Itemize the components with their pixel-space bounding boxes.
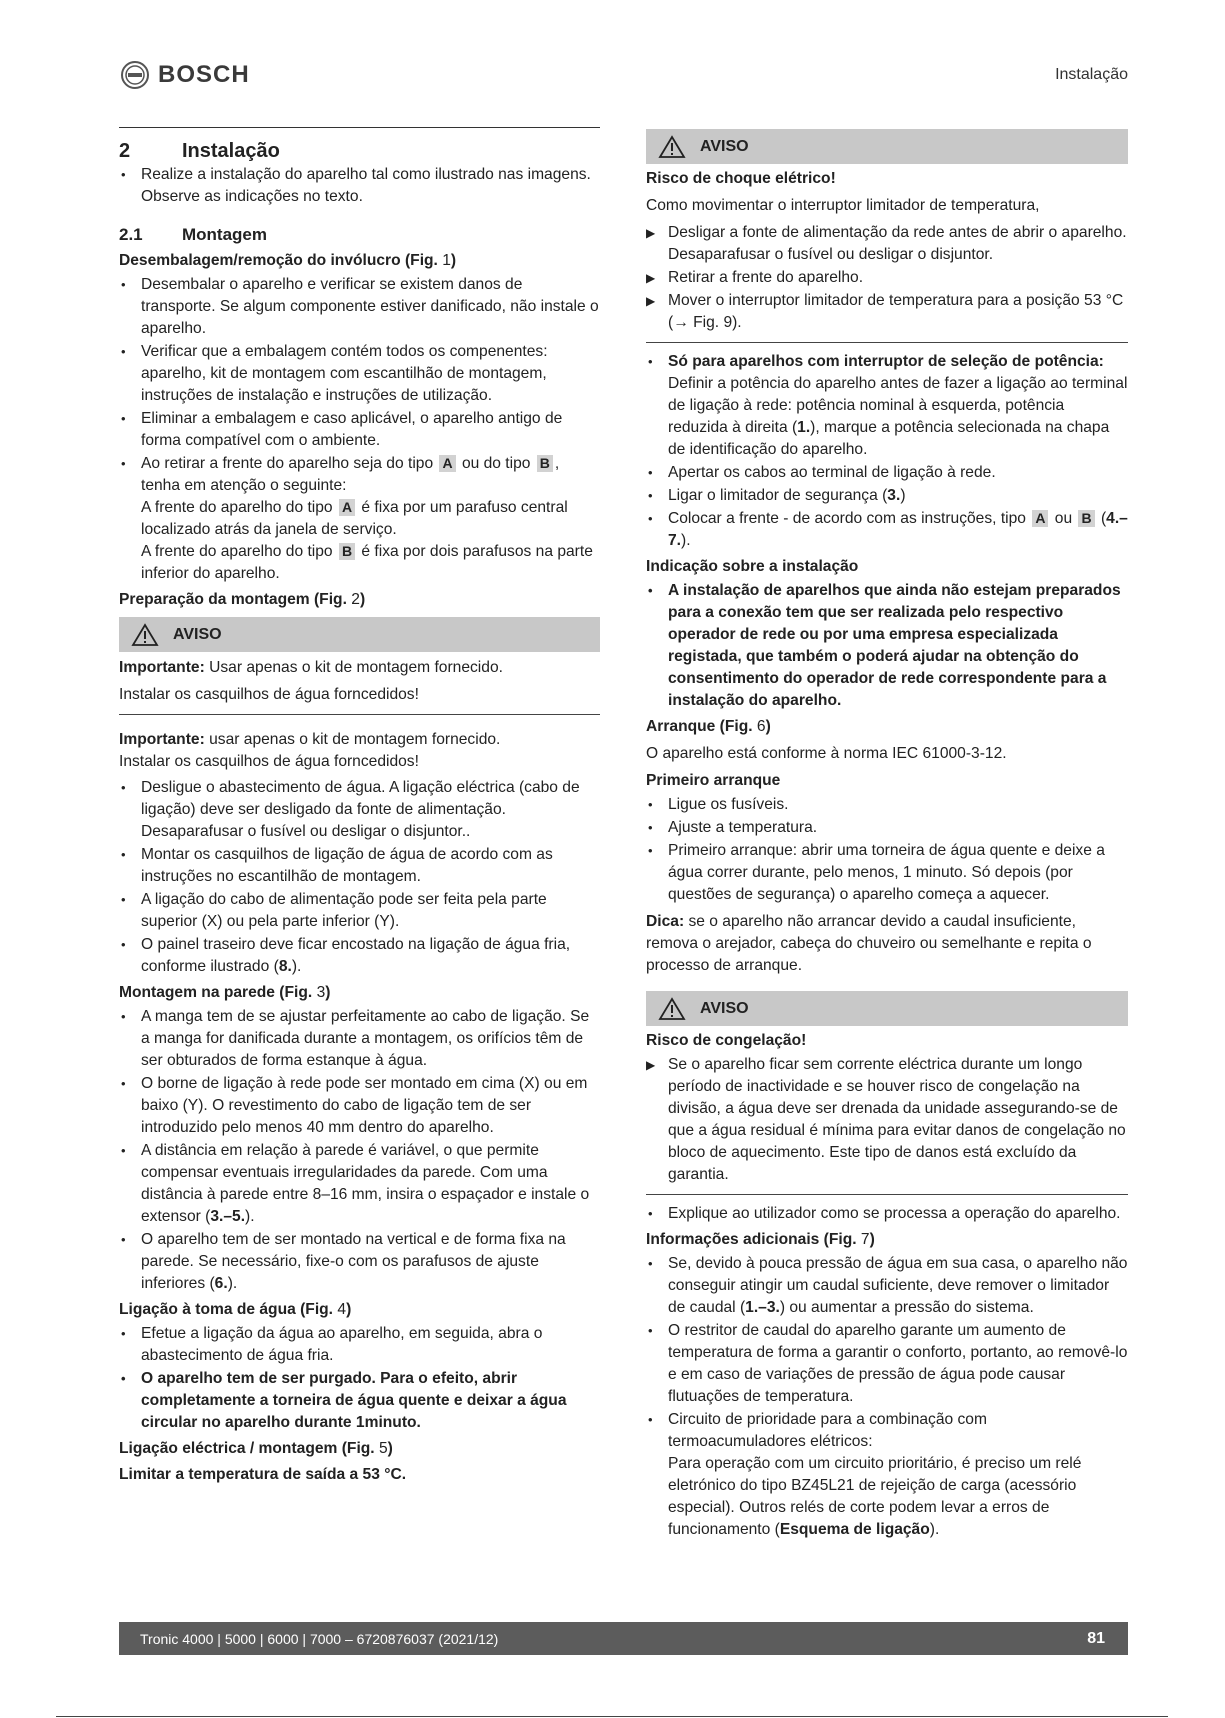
bottom-rule <box>56 1716 1168 1717</box>
frost-heading: Risco de congelação! <box>646 1032 807 1049</box>
type-a-label: A <box>1032 510 1048 527</box>
type-b-label: B <box>1078 510 1094 527</box>
chapter-heading <box>119 140 600 162</box>
section-label: Instalação <box>1055 66 1128 83</box>
divider <box>646 342 1128 343</box>
action-step: ▶ Se o aparelho ficar sem corrente eléctrica durante um longo período de inactividade e se houver risco de congelação na divisão, a água deve ser drenada da unidade assegurando-se de que a água residual é mínima para evitar danos de congelação no bloco de aquecimento. Este tipo de danos está excluído da garantia. <box>646 1054 1128 1186</box>
list-item: • Explique ao utilizador como se processa a operação do aparelho. <box>646 1203 1128 1225</box>
list-item: • Montar os casquilhos de ligação de água de acordo com as instruções no escantilhão de montagem. <box>119 844 600 888</box>
water-heading: Ligação à toma de água (Fig. 4) <box>119 1301 352 1318</box>
list-item: • Eliminar a embalagem e caso aplicável, o aparelho antigo de forma compatível com o ambiente. <box>119 408 600 452</box>
bosch-logo <box>120 60 250 90</box>
left-column <box>119 127 600 1488</box>
type-a-label: A <box>339 499 355 516</box>
warning-text: Instalar os casquilhos de água forncedidos! <box>119 686 419 703</box>
subsection-number: 2.1 <box>119 225 143 244</box>
subsection-title: Montagem <box>182 225 267 244</box>
start-heading: Arranque (Fig. 6) <box>646 718 771 735</box>
warning-bar <box>646 991 1128 1026</box>
subsection-heading <box>119 224 600 246</box>
list-item: • Ligar o limitador de segurança (3.) <box>646 485 1128 507</box>
type-b-label: B <box>537 455 553 472</box>
list-item: • Ao retirar a frente do aparelho seja do tipo A ou do tipo B , tenha em atenção o seguinte: A frente do aparelho do tipo A é fixa por um parafuso central localizado atrás da janela de serviço. A frente do aparelho do tipo B é fixa por dois parafusos na parte inferior do aparelho. <box>119 453 600 585</box>
type-b-label: B <box>339 543 355 560</box>
list-item: • O borne de ligação à rede pode ser montado em cima (X) ou em baixo (Y). O revestimento do cabo de ligação tem de ser introduzido pelo menos 40 mm dentro do aparelho. <box>119 1073 600 1139</box>
important-note: Importante: usar apenas o kit de montagem fornecido. Instalar os casquilhos de água forncedidos! <box>119 731 501 770</box>
chapter-title: Instalação <box>182 140 280 162</box>
electrical-heading: Ligação eléctrica / montagem (Fig. 5) <box>119 1440 393 1457</box>
action-step: ▶ Retirar a frente do aparelho. <box>646 267 1128 289</box>
wall-heading: Montagem na parede (Fig. 3) <box>119 984 331 1001</box>
list-item: • A distância em relação à parede é variável, o que permite compensar eventuais irregularidades da parede. Com uma distância à parede entre 8–16 mm, insira o espaçador e instale o extensor (3.–5.). <box>119 1140 600 1228</box>
type-a-label: A <box>439 455 455 472</box>
warning-bar <box>119 617 600 652</box>
list-item: • A manga tem de se ajustar perfeitamente ao cabo de ligação. Se a manga for danificada durante a montagem, os orifícios têm de ser obturados de forma estanque à água. <box>119 1006 600 1072</box>
list-item: • Só para aparelhos com interruptor de seleção de potência: Definir a potência do aparelho antes de fazer a ligação ao terminal de ligação à rede: potência nominal à esquerda, potência reduzida à direita (1.), marque a potência selecionada na chapa de identificação do aparelho. <box>646 351 1128 461</box>
warning-label: AVISO <box>700 137 749 155</box>
list-item: • Circuito de prioridade para a combinação com termoacumuladores elétricos: Para operação com um circuito prioritário, é preciso um relé eletrónico do tipo BZ45L21 de rejeição de carga (acessório especial). Outros relés de corte podem levar a erros de funcionamento (Esquema de ligação). <box>646 1409 1128 1541</box>
warning-icon <box>131 623 159 647</box>
tip-text: Dica: se o aparelho não arrancar devido a caudal insuficiente, remova o arejador, cabeça do chuveiro ou semelhante e repita o processo de arranque. <box>646 913 1092 974</box>
action-step: ▶ Mover o interruptor limitador de temperatura para a posição 53 °C (→ Fig. 9). <box>646 290 1128 334</box>
install-heading: Indicação sobre a instalação <box>646 558 859 575</box>
list-item: • Ajuste a temperatura. <box>646 817 1128 839</box>
list-item: • A instalação de aparelhos que ainda não estejam preparados para a conexão tem que ser realizada pelo respectivo operador de rede ou por uma empresa especializada registada, que também o poderá ajudar na obtenção do consentimento do operador de rede correspondente para a instalação do aparelho. <box>646 580 1128 712</box>
bosch-armature-icon <box>120 60 150 90</box>
divider <box>119 714 600 715</box>
list-item: • Ligue os fusíveis. <box>646 794 1128 816</box>
chapter-number: 2 <box>119 140 131 162</box>
page-number: 81 <box>1087 1629 1105 1647</box>
warning-text: Importante: Usar apenas o kit de montagem fornecido. <box>119 659 503 676</box>
shock-intro: Como movimentar o interruptor limitador de temperatura, <box>646 197 1040 214</box>
footer-text: Tronic 4000 | 5000 | 6000 | 7000 – 6720876037 (2021/12) <box>140 1630 499 1647</box>
brand-name: BOSCH <box>158 61 250 88</box>
warning-bar <box>646 129 1128 164</box>
list-item: • Colocar a frente - de acordo com as instruções, tipo A ou B (4.–7.). <box>646 508 1128 552</box>
limit-heading: Limitar a temperatura de saída a 53 °C. <box>119 1466 407 1483</box>
list-item: • Verificar que a embalagem contém todos os compenentes: aparelho, kit de montagem com escantilhão de montagem, instruções de instalação e instruções de utilização. <box>119 341 600 407</box>
warning-label: AVISO <box>173 625 222 643</box>
footer-bar <box>119 1622 1128 1655</box>
first-start-heading: Primeiro arranque <box>646 772 781 789</box>
list-item: • O restritor de caudal do aparelho garante um aumento de temperatura de forma a garantir o conforto, portanto, ao removê-lo e em caso de variações de pressão de água pode causar flutuações de temperatura. <box>646 1320 1128 1408</box>
prep-heading: Preparação da montagem (Fig. 2) <box>119 591 366 608</box>
list-item: • Desembalar o aparelho e verificar se existem danos de transporte. Se algum componente estiver danificado, não instale o aparelho. <box>119 274 600 340</box>
list-item: • A ligação do cabo de alimentação pode ser feita pela parte superior (X) ou pela parte inferior (Y). <box>119 889 600 933</box>
list-item: • O aparelho tem de ser montado na vertical e de forma fixa na parede. Se necessário, fixe-o com os parafusos de ajuste inferiores (6.). <box>119 1229 600 1295</box>
warning-icon <box>658 135 686 159</box>
warning-label: AVISO <box>700 999 749 1017</box>
list-item: • Efetue a ligação da água ao aparelho, em seguida, abra o abastecimento de água fria. <box>119 1323 600 1367</box>
list-item: • O aparelho tem de ser purgado. Para o efeito, abrir completamente a torneira de água quente e deixar a água circular no aparelho durante 1minuto. <box>119 1368 600 1434</box>
list-item: • Realize a instalação do aparelho tal como ilustrado nas imagens. Observe as indicações no texto. <box>119 164 600 208</box>
shock-heading: Risco de choque elétrico! <box>646 170 836 187</box>
right-column <box>646 127 1128 1542</box>
list-item: • Primeiro arranque: abrir uma torneira de água quente e deixe a água correr durante, pelo menos, 1 minuto. Só depois (por questões de segurança) o aparelho começa a aquecer. <box>646 840 1128 906</box>
action-step: ▶ Desligar a fonte de alimentação da rede antes de abrir o aparelho. Desaparafusar o fusível ou desligar o disjuntor. <box>646 222 1128 266</box>
divider <box>646 1194 1128 1195</box>
warning-icon <box>658 997 686 1021</box>
info-heading: Informações adicionais (Fig. 7) <box>646 1231 875 1248</box>
list-item: • Apertar os cabos ao terminal de ligação à rede. <box>646 462 1128 484</box>
unpack-heading: Desembalagem/remoção do invólucro (Fig. 1) <box>119 252 457 269</box>
start-text: O aparelho está conforme à norma IEC 61000-3-12. <box>646 745 1007 762</box>
list-item: • O painel traseiro deve ficar encostado na ligação de água fria, conforme ilustrado (8.). <box>119 934 600 978</box>
list-item: • Desligue o abastecimento de água. A ligação eléctrica (cabo de ligação) deve ser desligado da fonte de alimentação. Desaparafusar o fusível ou desligar o disjuntor.. <box>119 777 600 843</box>
list-item: • Se, devido à pouca pressão de água em sua casa, o aparelho não conseguir atingir um caudal suficiente, deve remover o limitador de caudal (1.–3.) ou aumentar a pressão do sistema. <box>646 1253 1128 1319</box>
